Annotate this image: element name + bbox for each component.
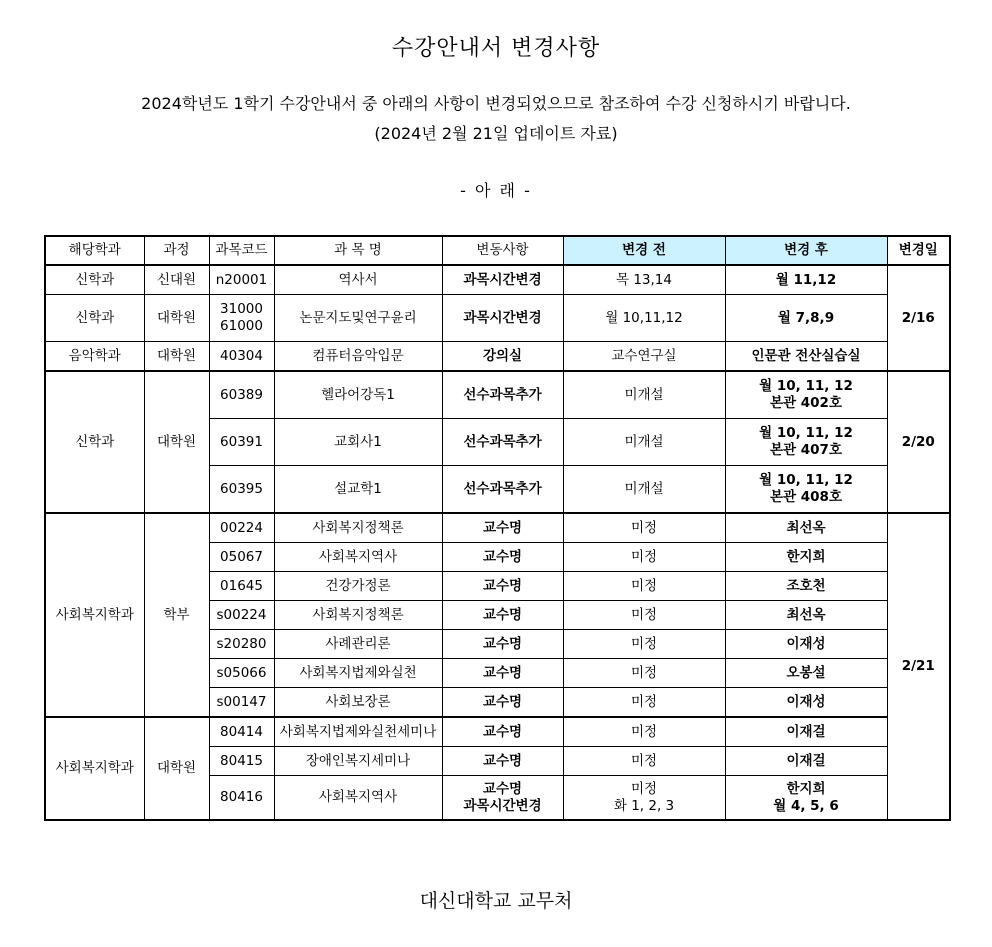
- cell-before: 교수연구실: [563, 342, 725, 372]
- cell-change: 교수명: [442, 659, 563, 688]
- cell-name: 헬라어강독1: [274, 371, 442, 419]
- cell-name: 사례관리론: [274, 630, 442, 659]
- cell-after: 조호천: [725, 572, 887, 601]
- cell-change: 과목시간변경: [442, 265, 563, 295]
- cell-after: 이재걸: [725, 747, 887, 776]
- cell-name: 사회복지정책론: [274, 601, 442, 630]
- cell-change: [442, 776, 563, 821]
- table-header-row: [45, 236, 950, 265]
- cell-before: 월 10,11,12: [563, 295, 725, 342]
- cell-code: s00224: [209, 601, 274, 630]
- after-line-2: 본관 407호: [769, 442, 842, 458]
- cell-name: 사회복지역사: [274, 543, 442, 572]
- cell-before: 미정: [563, 572, 725, 601]
- cell-dept: 음악학과: [45, 342, 144, 372]
- cell-after: [725, 371, 887, 419]
- cell-name: 컴퓨터음악입문: [274, 342, 442, 372]
- cell-after: [725, 776, 887, 821]
- cell-name: 역사서: [274, 265, 442, 295]
- intro-line-1: 2024학년도 1학기 수강안내서 중 아래의 사항이 변경되었으므로 참조하여 수강 신청하시기 바랍니다.: [141, 94, 851, 113]
- cell-before: 미정: [563, 688, 725, 718]
- table-row: [45, 513, 950, 543]
- table-row: [45, 717, 950, 747]
- page-title: 수강안내서 변경사항: [391, 36, 601, 61]
- cell-name: 사회복지법제와실천세미나: [274, 717, 442, 747]
- cell-change: 강의실: [442, 342, 563, 372]
- cell-change: 교수명: [442, 572, 563, 601]
- cell-before: 목 13,14: [563, 265, 725, 295]
- cell-before: 미정: [563, 513, 725, 543]
- header-dept: 해당학과: [45, 236, 144, 265]
- cell-before: 미정: [563, 747, 725, 776]
- cell-code: 60389: [209, 371, 274, 419]
- after-line-1: 한지희: [786, 780, 826, 797]
- cell-change: 교수명: [442, 717, 563, 747]
- cell-change: 선수과목추가: [442, 419, 563, 466]
- cell-before: 미정: [563, 630, 725, 659]
- separator-heading: - 아 래 -: [460, 181, 532, 200]
- before-line-1: 미정: [630, 780, 658, 797]
- cell-course: 학부: [144, 513, 209, 717]
- cell-after: 최선옥: [725, 601, 887, 630]
- cell-date: 2/20: [887, 371, 950, 513]
- cell-change: 과목시간변경: [442, 295, 563, 342]
- cell-dept: 사회복지학과: [45, 717, 144, 820]
- cell-after: 이재걸: [725, 717, 887, 747]
- cell-after: 최선옥: [725, 513, 887, 543]
- cell-name: 설교학1: [274, 466, 442, 514]
- cell-before: 미정: [563, 659, 725, 688]
- header-course: 과정: [144, 236, 209, 265]
- cell-code: s20280: [209, 630, 274, 659]
- code-line-1: 31000: [220, 301, 263, 317]
- after-line-2: 월 4, 5, 6: [773, 797, 839, 814]
- code-line-2: 61000: [220, 318, 263, 334]
- cell-dept: 신학과: [45, 371, 144, 513]
- cell-after: [725, 466, 887, 514]
- cell-change: 선수과목추가: [442, 371, 563, 419]
- cell-dept: 신학과: [45, 265, 144, 295]
- cell-after: 오봉설: [725, 659, 887, 688]
- cell-after: 한지희: [725, 543, 887, 572]
- cell-name: 논문지도및연구윤리: [274, 295, 442, 342]
- cell-before: 미개설: [563, 419, 725, 466]
- cell-before: 미정: [563, 601, 725, 630]
- cell-name: 교회사1: [274, 419, 442, 466]
- cell-after: 월 7,8,9: [725, 295, 887, 342]
- cell-after: 인문관 전산실습실: [725, 342, 887, 372]
- cell-name: 사회복지역사: [274, 776, 442, 821]
- table-row: [45, 265, 950, 295]
- cell-code: 40304: [209, 342, 274, 372]
- cell-code: 60391: [209, 419, 274, 466]
- cell-change: 선수과목추가: [442, 466, 563, 514]
- issuer-footer: 대신대학교 교무처: [419, 890, 573, 912]
- cell-before: 미개설: [563, 371, 725, 419]
- cell-after: 이재성: [725, 688, 887, 718]
- cell-change: 교수명: [442, 688, 563, 718]
- change-table: [44, 235, 951, 821]
- cell-change: 교수명: [442, 601, 563, 630]
- cell-code: s00147: [209, 688, 274, 718]
- cell-after: 이재성: [725, 630, 887, 659]
- before-line-2: 화 1, 2, 3: [613, 797, 675, 814]
- header-date: 변경일: [887, 236, 950, 265]
- after-line-2: 본관 402호: [769, 395, 842, 411]
- cell-code: n20001: [209, 265, 274, 295]
- cell-code: 80414: [209, 717, 274, 747]
- cell-dept: 사회복지학과: [45, 513, 144, 717]
- cell-code: 80415: [209, 747, 274, 776]
- cell-before: 미개설: [563, 466, 725, 514]
- cell-code: 60395: [209, 466, 274, 514]
- cell-code: 05067: [209, 543, 274, 572]
- cell-before: [563, 776, 725, 821]
- after-line-1: 월 10, 11, 12: [759, 472, 853, 488]
- cell-before: 미정: [563, 717, 725, 747]
- cell-name: 사회복지정책론: [274, 513, 442, 543]
- cell-change: 교수명: [442, 747, 563, 776]
- cell-course: 신대원: [144, 265, 209, 295]
- cell-after: 월 11,12: [725, 265, 887, 295]
- cell-date: 2/16: [887, 265, 950, 371]
- cell-change: 교수명: [442, 543, 563, 572]
- cell-course: 대학원: [144, 295, 209, 342]
- cell-name: 건강가정론: [274, 572, 442, 601]
- change-line-2: 과목시간변경: [463, 797, 542, 814]
- cell-course: 대학원: [144, 371, 209, 513]
- header-after: 변경 후: [725, 236, 887, 265]
- cell-code: 80416: [209, 776, 274, 821]
- cell-name: 사회보장론: [274, 688, 442, 718]
- cell-course: 대학원: [144, 342, 209, 372]
- cell-course: 대학원: [144, 717, 209, 820]
- cell-code: 00224: [209, 513, 274, 543]
- table-row: [45, 342, 950, 372]
- cell-before: 미정: [563, 543, 725, 572]
- change-line-1: 교수명: [482, 780, 523, 797]
- cell-change: 교수명: [442, 630, 563, 659]
- cell-after: [725, 419, 887, 466]
- after-line-1: 월 10, 11, 12: [759, 378, 853, 394]
- table-row: [45, 295, 950, 342]
- cell-code: [209, 295, 274, 342]
- cell-code: s05066: [209, 659, 274, 688]
- cell-change: 교수명: [442, 513, 563, 543]
- header-code: 과목코드: [209, 236, 274, 265]
- table-row: [45, 371, 950, 419]
- header-before: 변경 전: [563, 236, 725, 265]
- after-line-2: 본관 408호: [769, 489, 842, 505]
- cell-name: 사회복지법제와실천: [274, 659, 442, 688]
- cell-date: 2/21: [887, 513, 950, 820]
- cell-name: 장애인복지세미나: [274, 747, 442, 776]
- header-name: 과 목 명: [274, 236, 442, 265]
- cell-dept: 신학과: [45, 295, 144, 342]
- header-change: 변동사항: [442, 236, 563, 265]
- cell-code: 01645: [209, 572, 274, 601]
- after-line-1: 월 10, 11, 12: [759, 425, 853, 441]
- intro-line-2: (2024년 2월 21일 업데이트 자료): [374, 124, 618, 143]
